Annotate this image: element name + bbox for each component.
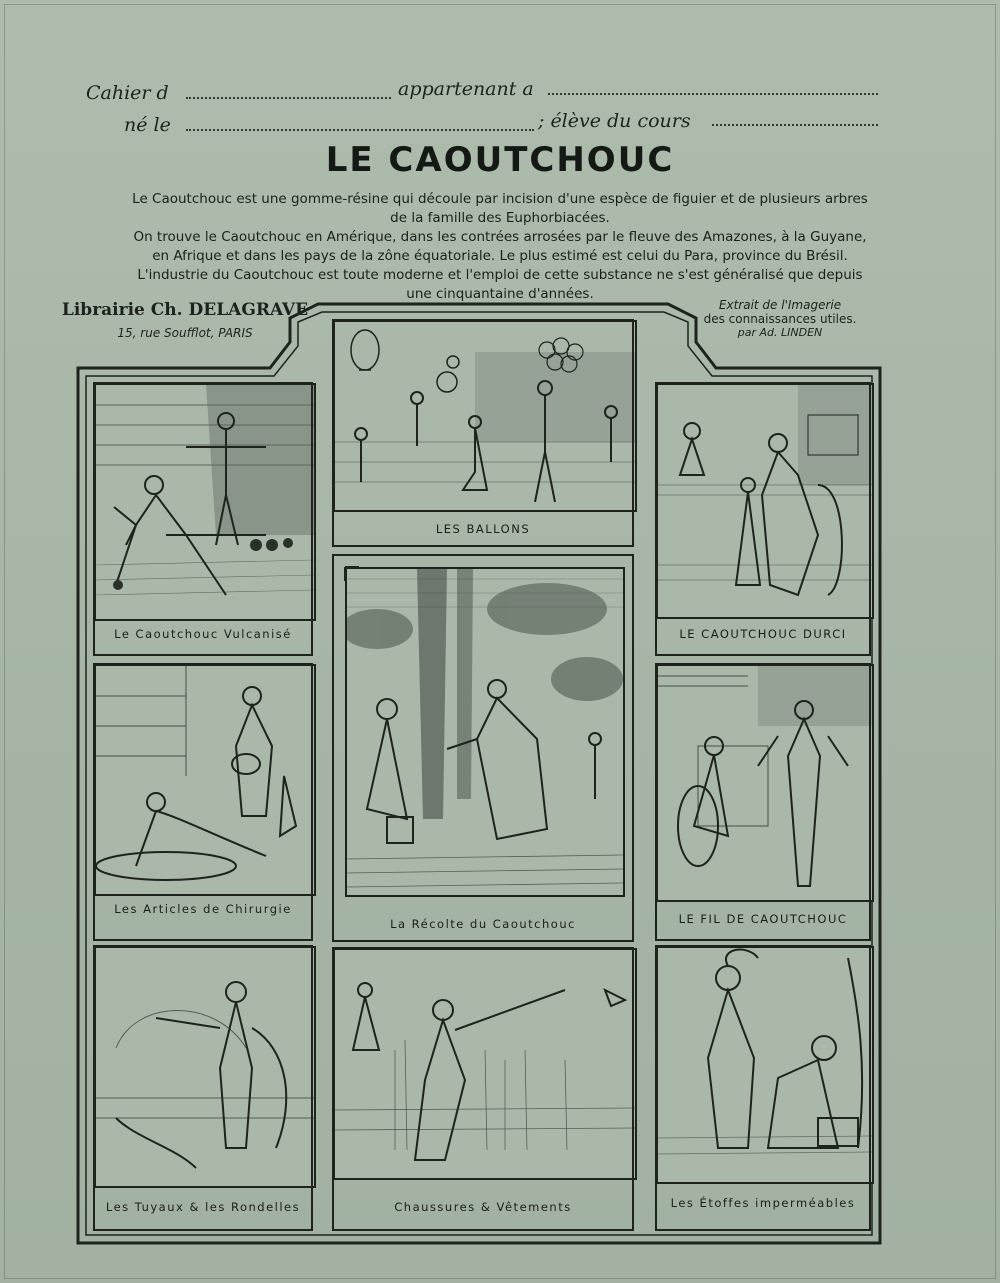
credit-line-1: Extrait de l'Imagerie xyxy=(718,298,842,312)
credit-line-2: des connaissances utiles. xyxy=(703,312,857,326)
caption-vulcanise: Le Caoutchouc Vulcanisé xyxy=(114,627,292,641)
publisher-name: Librairie Ch. DELAGRAVE xyxy=(61,300,309,320)
intro-line: une cinquantaine d'années. xyxy=(406,286,594,302)
intro-line: de la famille des Euphorbiacées. xyxy=(390,210,610,226)
eleve-label: ; élève du cours xyxy=(538,110,691,132)
caption-chaussures: Chaussures & Vêtements xyxy=(394,1200,572,1214)
caption-recolte: La Récolte du Caoutchouc xyxy=(390,917,576,931)
caption-tuyaux: Les Tuyaux & les Rondelles xyxy=(105,1200,301,1214)
cahier-label: Cahier d xyxy=(86,82,169,104)
appartenant-label: appartenant a xyxy=(398,78,534,100)
caption-durci: LE CAOUTCHOUC DURCI xyxy=(679,627,847,641)
intro-line: On trouve le Caoutchouc en Amérique, dans les contrées arrosées par le fleuve des Amazones, à la Guyane, xyxy=(133,229,867,245)
intro-line: Le Caoutchouc est une gomme-résine qui découle par incision d'une espèce de figuier et de plusieurs arbres xyxy=(132,191,868,207)
caption-etoffes: Les Étoffes imperméables xyxy=(670,1196,856,1210)
caption-fil: LE FIL DE CAOUTCHOUC xyxy=(678,912,848,926)
caption-chirurgie: Les Articles de Chirurgie xyxy=(114,902,292,916)
publisher-address: 15, rue Soufflot, PARIS xyxy=(117,326,253,340)
ne-le-label: né le xyxy=(124,114,171,136)
page-title: LE CAOUTCHOUC xyxy=(325,140,675,180)
intro-line: en Afrique et dans les pays de la zône équatoriale. Le plus estimé est celui du Para, province du Brésil. xyxy=(152,248,848,264)
credit-line-3: par Ad. LINDEN xyxy=(737,326,823,339)
caption-ballons: LES BALLONS xyxy=(435,522,531,536)
intro-line: L'industrie du Caoutchouc est toute moderne et l'emploi de cette substance ne s'est généralisé que depuis xyxy=(137,267,863,283)
